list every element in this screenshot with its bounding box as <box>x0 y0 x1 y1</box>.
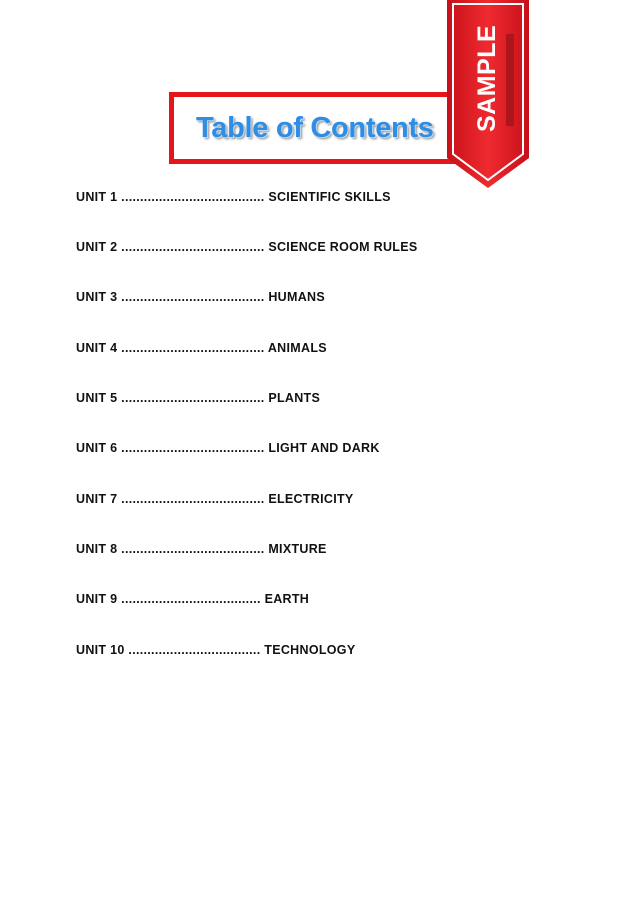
toc-topic: LIGHT AND DARK <box>268 441 380 455</box>
toc-topic: MIXTURE <box>268 542 327 556</box>
toc-topic: SCIENCE ROOM RULES <box>268 240 418 254</box>
toc-unit: UNIT 7 <box>76 492 118 506</box>
toc-topic: SCIENTIFIC SKILLS <box>268 190 391 204</box>
toc-item <box>76 240 418 258</box>
toc-leader: ..................................... <box>121 592 261 606</box>
toc-item <box>76 391 320 409</box>
toc-item <box>76 592 309 610</box>
toc-unit: UNIT 6 <box>76 441 118 455</box>
toc-unit: UNIT 9 <box>76 592 118 606</box>
toc-leader: ...................................... <box>121 441 265 455</box>
toc-unit: UNIT 8 <box>76 542 118 556</box>
title-box <box>169 92 469 164</box>
toc-leader: ...................................... <box>121 190 265 204</box>
toc-leader: ...................................... <box>121 492 265 506</box>
toc-unit: UNIT 5 <box>76 391 118 405</box>
toc-leader: ...................................... <box>121 240 265 254</box>
toc-item <box>76 341 327 359</box>
toc-unit: UNIT 10 <box>76 643 125 657</box>
toc-topic: HUMANS <box>268 290 325 304</box>
toc-leader: ...................................... <box>121 341 265 355</box>
ribbon-label: SAMPLE <box>473 24 501 132</box>
toc-item <box>76 441 380 459</box>
toc-item <box>76 190 391 208</box>
toc-unit: UNIT 4 <box>76 341 118 355</box>
toc-leader: ................................... <box>128 643 261 657</box>
toc-unit: UNIT 1 <box>76 190 118 204</box>
toc-unit: UNIT 2 <box>76 240 118 254</box>
sample-ribbon <box>443 0 533 190</box>
toc-topic: ELECTRICITY <box>268 492 354 506</box>
toc-topic: TECHNOLOGY <box>264 643 356 657</box>
toc-item <box>76 542 327 560</box>
toc-item <box>76 492 354 510</box>
toc-leader: ...................................... <box>121 542 265 556</box>
toc-topic: PLANTS <box>268 391 321 405</box>
toc-topic: ANIMALS <box>267 341 327 355</box>
toc-leader: ...................................... <box>121 290 265 304</box>
toc-leader: ...................................... <box>121 391 265 405</box>
toc-topic: EARTH <box>264 592 310 606</box>
toc-item <box>76 643 355 661</box>
toc-unit: UNIT 3 <box>76 290 118 304</box>
page-title: Table of Contents <box>196 112 434 144</box>
toc-item <box>76 290 325 308</box>
